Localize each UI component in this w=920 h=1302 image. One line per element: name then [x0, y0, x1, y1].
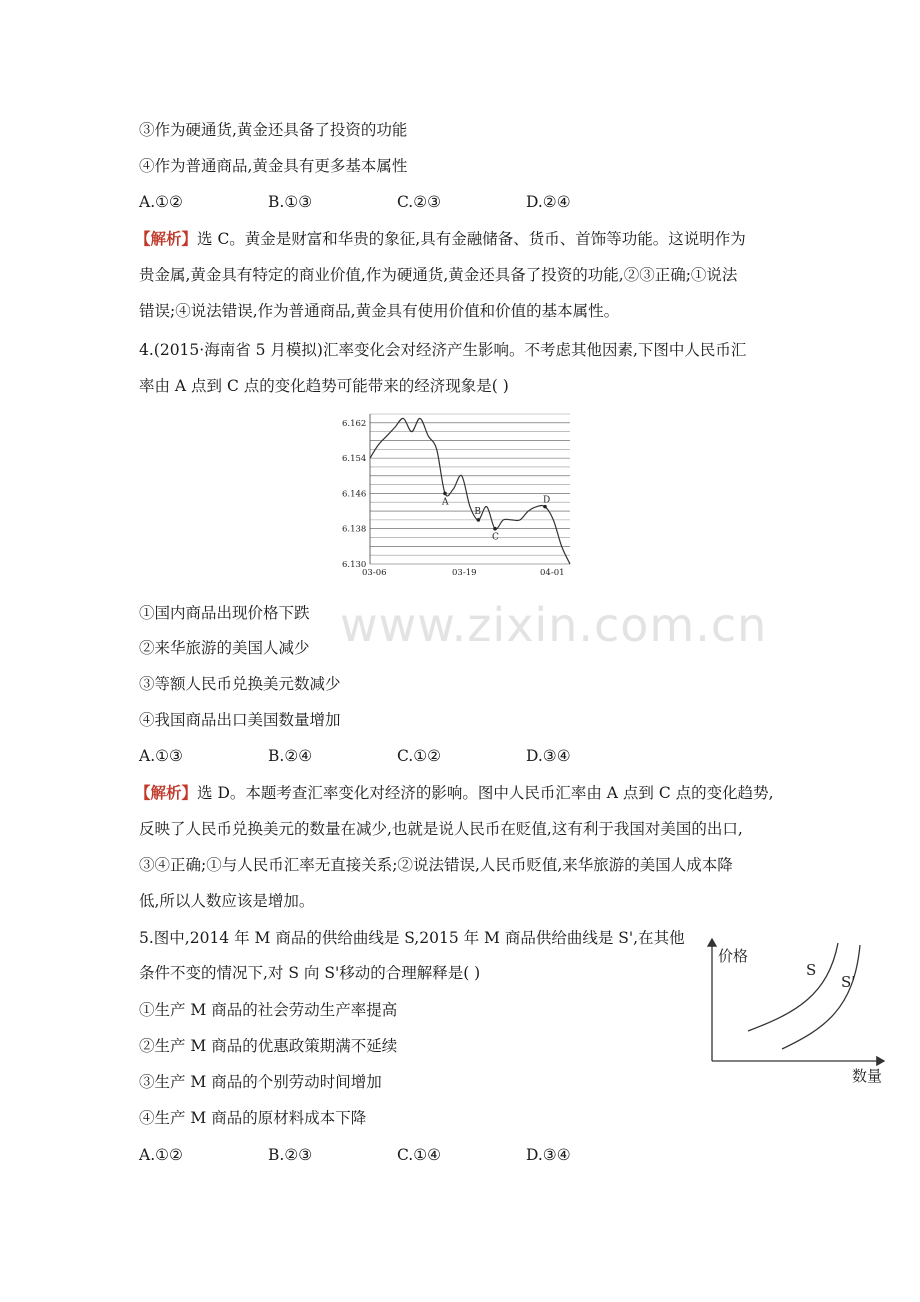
analysis-tag: 【解析】: [135, 229, 198, 248]
point-label-c: C: [492, 532, 499, 543]
q5-item-2: ②生产 M 商品的优惠政策期满不延续: [139, 1037, 398, 1055]
y-tick-label: 6.154: [342, 454, 367, 465]
q3-option-d: D.②④: [526, 193, 571, 211]
q5-option-a: A.①②: [139, 1146, 183, 1164]
chart-grid: [370, 414, 570, 564]
point-label-a: A: [442, 497, 449, 508]
x-tick-label: 03-06: [362, 568, 387, 578]
exchange-rate-chart: [336, 406, 596, 581]
q4-analysis-text-1: 选 D。本题考查汇率变化对经济的影响。图中人民币汇率由 A 点到 C 点的变化趋势,: [197, 784, 774, 802]
y-axis-labels: [342, 419, 366, 570]
q4-analysis-line-1: [135, 783, 774, 803]
x-tick-label: 03-19: [452, 568, 477, 578]
q3-analysis-line-2: 贵金属,黄金具有特定的商业价值,作为硬通货,黄金还具备了投资的功能,②③正确;①说法: [139, 266, 738, 284]
point-labels: [441, 492, 550, 543]
q3-analysis-text-1: 选 C。黄金是财富和华贵的象征,具有金融储备、货币、首饰等功能。这说明作为: [197, 230, 746, 248]
x-tick-label: 04-01: [540, 568, 565, 578]
watermark: www.zixin.com.cn: [340, 598, 768, 652]
q5-option-b: B.②③: [268, 1146, 313, 1164]
q4-item-4: ④我国商品出口美国数量增加: [139, 711, 341, 729]
q4-item-1: ①国内商品出现价格下跌: [139, 604, 310, 622]
point-marker-c: [493, 527, 497, 531]
x-axis-label: 数量: [852, 1067, 883, 1085]
q5-item-4: ④生产 M 商品的原材料成本下降: [139, 1109, 367, 1127]
q4-item-2: ②来华旅游的美国人减少: [139, 639, 310, 657]
q3-item-3: ③作为硬通货,黄金还具备了投资的功能: [139, 121, 408, 139]
q5-stem-line-1: 5.图中,2014 年 M 商品的供给曲线是 S,2015 年 M 商品供给曲线是 S',在其他: [139, 929, 685, 947]
y-tick-label: 6.138: [342, 524, 367, 535]
supply-curve-s-prime: [782, 945, 860, 1049]
q4-option-a: A.①③: [139, 747, 183, 765]
q3-item-4: ④作为普通商品,黄金具有更多基本属性: [139, 157, 408, 175]
x-axis-labels: [362, 568, 565, 578]
y-tick-label: 6.130: [342, 560, 367, 570]
q4-analysis-line-4: 低,所以人数应该是增加。: [139, 892, 315, 910]
q3-analysis-line-1: [135, 229, 746, 249]
curve-label-s-prime: S': [841, 973, 856, 991]
q3-option-a: A.①②: [139, 193, 183, 211]
point-marker-b: [477, 518, 481, 522]
q3-option-c: C.②③: [397, 193, 442, 211]
q4-analysis-line-3: ③④正确;①与人民币汇率无直接关系;②说法错误,人民币贬值,来华旅游的美国人成本降: [139, 856, 733, 874]
point-marker-a: [443, 492, 447, 496]
point-label-b: B: [474, 506, 481, 517]
curve-label-s: S: [806, 961, 817, 979]
q5-option-d: D.③④: [526, 1146, 571, 1164]
supply-curve-chart: [700, 935, 890, 1085]
point-label-d: D: [543, 495, 551, 506]
q5-item-1: ①生产 M 商品的社会劳动生产率提高: [139, 1001, 398, 1019]
y-axis-label: 价格: [718, 947, 749, 965]
q5-item-3: ③生产 M 商品的个别劳动时间增加: [139, 1073, 382, 1091]
q4-option-b: B.②④: [268, 747, 313, 765]
q4-item-3: ③等额人民币兑换美元数减少: [139, 675, 341, 693]
q3-option-b: B.①③: [268, 193, 313, 211]
q4-analysis-line-2: 反映了人民币兑换美元的数量在减少,也就是说人民币在贬值,这有利于我国对美国的出口,: [139, 820, 743, 838]
supply-curve-s: [748, 943, 838, 1031]
q5-option-c: C.①④: [397, 1146, 442, 1164]
q4-stem-line-2: 率由 A 点到 C 点的变化趋势可能带来的经济现象是( ): [139, 377, 509, 395]
y-tick-label: 6.146: [342, 489, 367, 500]
q4-stem-line-1: 4.(2015·海南省 5 月模拟)汇率变化会对经济产生影响。不考虑其他因素,下图中人民币汇: [139, 341, 747, 359]
q3-analysis-line-3: 错误;④说法错误,作为普通商品,黄金具有使用价值和价值的基本属性。: [139, 302, 620, 320]
y-tick-label: 6.162: [342, 418, 367, 429]
q4-option-d: D.③④: [526, 747, 571, 765]
analysis-tag: 【解析】: [135, 783, 198, 802]
q5-stem-line-2: 条件不变的情况下,对 S 向 S'移动的合理解释是( ): [139, 964, 481, 982]
q4-option-c: C.①②: [397, 747, 442, 765]
